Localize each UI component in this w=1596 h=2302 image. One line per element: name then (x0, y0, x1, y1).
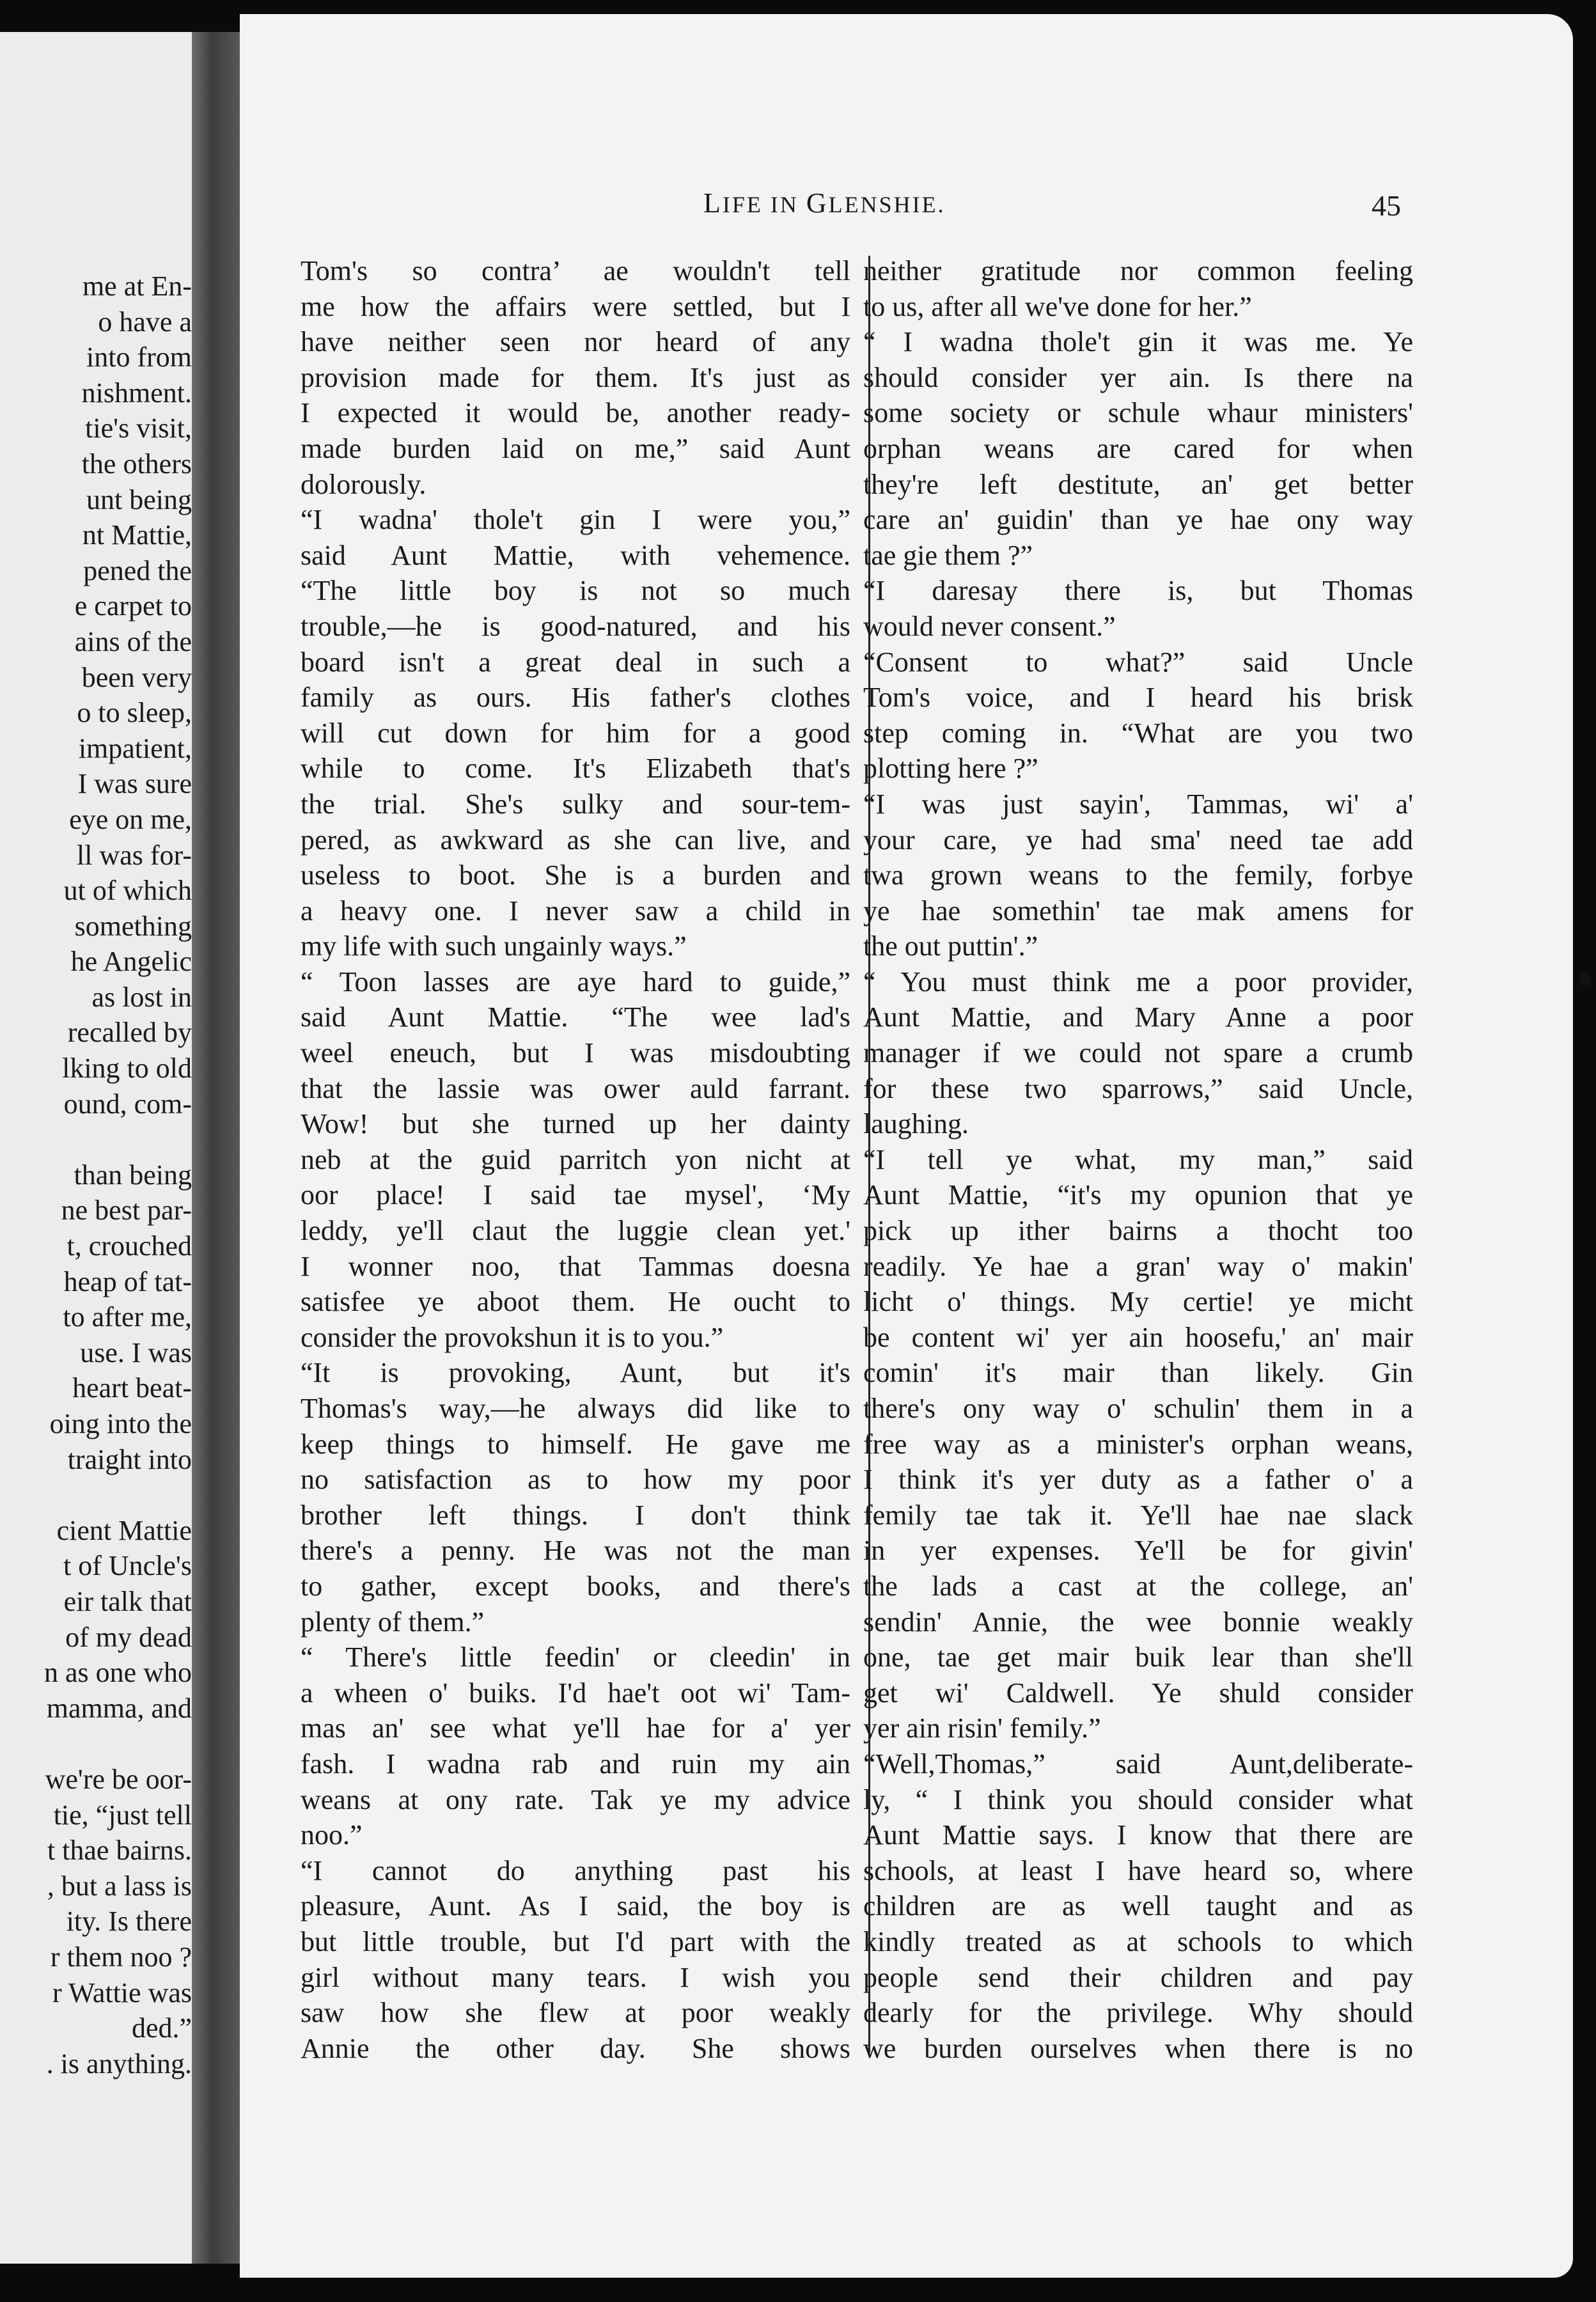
text-line: trouble,—he is good-natured, and his (301, 610, 850, 642)
text-line: one, tae get mair buik lear than she'll (863, 1641, 1413, 1673)
facing-page-line: ne best par- (61, 1194, 192, 1226)
text-line: children are as well taught and as (863, 1890, 1413, 1922)
text-line: family as ours. His father's clothes (301, 682, 850, 714)
text-line: Tom's voice, and I heard his brisk (863, 682, 1413, 714)
text-line: pered, as awkward as she can live, and (301, 824, 850, 856)
text-line: while to come. It's Elizabeth that's (301, 753, 850, 785)
text-line: get wi' Caldwell. Ye shuld consider (863, 1677, 1413, 1709)
text-line: “I daresay there is, but Thomas (863, 575, 1413, 607)
text-line: manager if we could not spare a crumb (863, 1037, 1413, 1069)
facing-page-line: as lost in (91, 981, 192, 1013)
text-line: to gather, except books, and there's (301, 1570, 850, 1602)
facing-page-line: into from (86, 341, 192, 373)
facing-page-line: unt being (86, 483, 192, 515)
facing-page-text (0, 269, 192, 2081)
text-line: dolorously. (301, 468, 426, 500)
facing-page-line: t of Uncle's (63, 1550, 192, 1582)
facing-page-line: nt Mattie, (82, 519, 192, 551)
text-line: neither gratitude nor common feeling (863, 255, 1413, 286)
text-line: will cut down for him for a good (301, 717, 850, 749)
text-line: your care, ye had sma' need tae add (863, 824, 1413, 856)
text-line: “ I wadna thole't gin it was me. Ye (863, 326, 1413, 358)
text-line: me how the affairs were settled, but I (301, 290, 850, 322)
text-column-left (301, 253, 850, 2066)
facing-page-line: of my dead (65, 1621, 192, 1653)
text-line: “I wadna' thole't gin I were you,” (301, 504, 850, 536)
facing-page-line: pened the (83, 554, 192, 586)
text-line: dearly for the privilege. Why should (863, 1997, 1413, 2029)
facing-page-line: t thae bairns. (47, 1835, 192, 1867)
facing-page-line: I was sure (77, 768, 192, 800)
text-line: girl without many tears. I wish you (301, 1961, 850, 1993)
facing-page-line: me at En- (82, 270, 192, 302)
facing-page-line: tie's visit, (85, 412, 192, 444)
text-line: saw how she flew at poor weakly (301, 1997, 850, 2029)
text-line: keep things to himself. He gave me (301, 1428, 850, 1460)
facing-page-line: ded.” (131, 2012, 192, 2044)
facing-page-line: e carpet to (74, 590, 192, 622)
text-line: useless to boot. She is a burden and (301, 859, 850, 891)
text-line: noo.” (301, 1819, 363, 1851)
text-line: there's ony way o' schulin' them in a (863, 1393, 1413, 1424)
facing-page-line: use. I was (80, 1336, 192, 1368)
text-line: neb at the guid parritch yon nicht at (301, 1143, 850, 1175)
facing-page-line (0, 1122, 192, 1157)
text-line: made burden laid on me,” said Aunt (301, 432, 850, 464)
facing-page-line: the others (81, 448, 192, 480)
facing-page-line: than being (74, 1159, 192, 1191)
facing-page-line: o to sleep, (77, 697, 192, 729)
text-line: a wheen o' buiks. I'd hae't oot wi' Tam- (301, 1677, 850, 1709)
facing-page-line: ains of the (74, 625, 192, 657)
text-line: “The little boy is not so much (301, 575, 850, 607)
text-line: board isn't a great deal in such a (301, 646, 850, 678)
text-line: Tom's so contra’ ae wouldn't tell (301, 255, 850, 286)
text-line: a heavy one. I never saw a child in (301, 895, 850, 927)
facing-page-line (0, 1477, 192, 1513)
facing-page-line: he Angelic (70, 946, 192, 978)
text-line: comin' it's mair than likely. Gin (863, 1357, 1413, 1389)
text-line: to us, after all we've done for her.” (863, 290, 1252, 322)
text-line: be content wi' yer ain hoosefu,' an' mair (863, 1321, 1413, 1353)
facing-page-line: nishment. (81, 377, 192, 409)
text-line: readily. Ye hae a gran' way o' makin' (863, 1250, 1413, 1282)
text-line: Annie the other day. She shows (301, 2032, 850, 2064)
text-line: tae gie them ?” (863, 539, 1033, 571)
facing-page-line: , but a lass is (47, 1870, 192, 1902)
text-line: Wow! but she turned up her dainty (301, 1108, 850, 1140)
facing-page-line: lking to old (62, 1053, 192, 1084)
facing-page-line: to after me, (63, 1301, 192, 1333)
text-line: people send their children and pay (863, 1961, 1413, 1993)
text-line: would never consent.” (863, 610, 1116, 642)
text-line: that the lassie was ower auld farrant. (301, 1072, 850, 1104)
text-line: licht o' things. My certie! ye micht (863, 1286, 1413, 1318)
text-line: I think it's yer duty as a father o' a (863, 1464, 1413, 1496)
facing-page-line: eir talk that (63, 1585, 192, 1617)
page-edge-mark (1579, 972, 1591, 986)
facing-page-line: eye on me, (69, 803, 192, 835)
facing-page-line: ity. Is there (66, 1906, 192, 1938)
text-line: ly, “ I think you should consider what (863, 1783, 1413, 1815)
text-line: “Well,Thomas,” said Aunt,deliberate- (863, 1748, 1413, 1780)
facing-page-line: r Wattie was (52, 1977, 192, 2008)
text-line: “ There's little feedin' or cleedin' in (301, 1641, 850, 1673)
facing-page-line: cient Mattie (56, 1514, 192, 1546)
text-line: fash. I wadna rab and ruin my ain (301, 1748, 850, 1780)
text-line: plotting here ?” (863, 753, 1038, 785)
facing-page-line: heap of tat- (63, 1265, 192, 1297)
text-line: I wonner noo, that Tammas doesna (301, 1250, 850, 1282)
text-line: twa grown weans to the femily, forbye (863, 859, 1413, 891)
text-line: pleasure, Aunt. As I said, the boy is (301, 1890, 850, 1922)
text-line: “It is provoking, Aunt, but it's (301, 1357, 850, 1389)
text-line: but little trouble, but I'd part with the (301, 1925, 850, 1957)
facing-page-line: ound, com- (63, 1088, 192, 1120)
text-line: “I cannot do anything past his (301, 1854, 850, 1886)
facing-page-line: tie, “just tell (53, 1799, 192, 1831)
text-line: leddy, ye'll claut the luggie clean yet.' (301, 1215, 850, 1247)
text-line: “ Toon lasses are aye hard to guide,” (301, 966, 850, 998)
facing-page-line: o have a (98, 306, 192, 338)
text-line: Aunt Mattie, “it's my opunion that ye (863, 1179, 1413, 1211)
facing-page-line: impatient, (78, 732, 192, 764)
text-line: weans at ony rate. Tak ye my advice (301, 1783, 850, 1815)
text-line: some society or schule whaur ministers' (863, 397, 1413, 429)
facing-page-line: we're be oor- (45, 1763, 192, 1795)
text-line: ye hae somethin' tae mak amens for (863, 895, 1413, 927)
facing-page-line: ut of which (63, 875, 192, 907)
text-line: they're left destitute, an' get better (863, 468, 1413, 500)
text-column-right (863, 253, 1413, 2066)
text-line: weel eneuch, but I was misdoubting (301, 1037, 850, 1069)
text-line: consider the provokshun it is to you.” (301, 1321, 724, 1353)
text-line: said Aunt Mattie, with vehemence. (301, 539, 850, 571)
text-line: “I tell ye what, my man,” said (863, 1143, 1413, 1175)
text-line: kindly treated as at schools to which (863, 1925, 1413, 1957)
facing-page-line: ll was for- (77, 839, 192, 871)
text-line: schools, at least I have heard so, where (863, 1854, 1413, 1886)
facing-page-line: something (74, 910, 192, 942)
text-line: pick up ither bairns a thocht too (863, 1215, 1413, 1247)
text-line: free way as a minister's orphan weans, (863, 1428, 1413, 1460)
text-line: Aunt Mattie says. I know that there are (863, 1819, 1413, 1851)
text-line: sendin' Annie, the wee bonnie weakly (863, 1606, 1413, 1638)
text-line: brother left things. I don't think (301, 1499, 850, 1531)
text-line: oor place! I said tae mysel', ‘My (301, 1179, 850, 1211)
text-line: the trial. She's sulky and sour-tem- (301, 788, 850, 820)
text-line: plenty of them.” (301, 1606, 485, 1638)
text-line: orphan weans are cared for when (863, 432, 1413, 464)
text-line: no satisfaction as to how my poor (301, 1464, 850, 1496)
facing-page-line: been very (81, 661, 192, 693)
text-line: there's a penny. He was not the man (301, 1535, 850, 1567)
text-line: mas an' see what ye'll hae for a' yer (301, 1712, 850, 1744)
running-head: LIFE IN GLENSHIE. (703, 187, 946, 219)
text-line: “Consent to what?” said Uncle (863, 646, 1413, 678)
text-line: said Aunt Mattie. “The wee lad's (301, 1001, 850, 1033)
text-line: femily tae tak it. Ye'll hae nae slack (863, 1499, 1413, 1531)
text-line: Aunt Mattie, and Mary Anne a poor (863, 1001, 1413, 1033)
text-line: for these two sparrows,” said Uncle, (863, 1072, 1413, 1104)
facing-page-line: . is anything. (46, 2048, 192, 2079)
text-line: in yer expenses. Ye'll be for givin' (863, 1535, 1413, 1567)
text-line: my life with such ungainly ways.” (301, 930, 687, 962)
text-line: I expected it would be, another ready- (301, 397, 850, 429)
text-line: have neither seen nor heard of any (301, 326, 850, 358)
text-line: the out puttin'.” (863, 930, 1038, 962)
text-line: step coming in. “What are you two (863, 717, 1413, 749)
facing-page-line: t, crouched (66, 1230, 192, 1262)
text-line: should consider yer ain. Is there na (863, 361, 1413, 393)
text-line: provision made for them. It's just as (301, 361, 850, 393)
facing-page-line (0, 1726, 192, 1762)
text-line: yer ain risin' femily.” (863, 1712, 1101, 1744)
text-line: Thomas's way,—he always did like to (301, 1393, 850, 1424)
facing-page-left (0, 32, 195, 2264)
page-number: 45 (1372, 189, 1401, 222)
text-line: we burden ourselves when there is no (863, 2032, 1413, 2064)
book-gutter (192, 32, 243, 2264)
text-line: “ You must think me a poor provider, (863, 966, 1413, 998)
facing-page-line: mamma, and (46, 1692, 192, 1724)
text-line: satisfee ye aboot them. He oucht to (301, 1286, 850, 1318)
facing-page-line: traight into (67, 1443, 192, 1475)
facing-page-line: heart beat- (72, 1372, 192, 1404)
facing-page-line: n as one who (44, 1657, 192, 1689)
text-line: laughing. (863, 1108, 969, 1140)
text-line: “I was just sayin', Tammas, wi' a' (863, 788, 1413, 820)
facing-page-line: recalled by (67, 1017, 192, 1049)
text-line: care an' guidin' than ye hae ony way (863, 504, 1413, 536)
text-line: the lads a cast at the college, an' (863, 1570, 1413, 1602)
facing-page-line: r them noo ? (50, 1941, 192, 1973)
facing-page-line: oing into the (49, 1408, 192, 1439)
